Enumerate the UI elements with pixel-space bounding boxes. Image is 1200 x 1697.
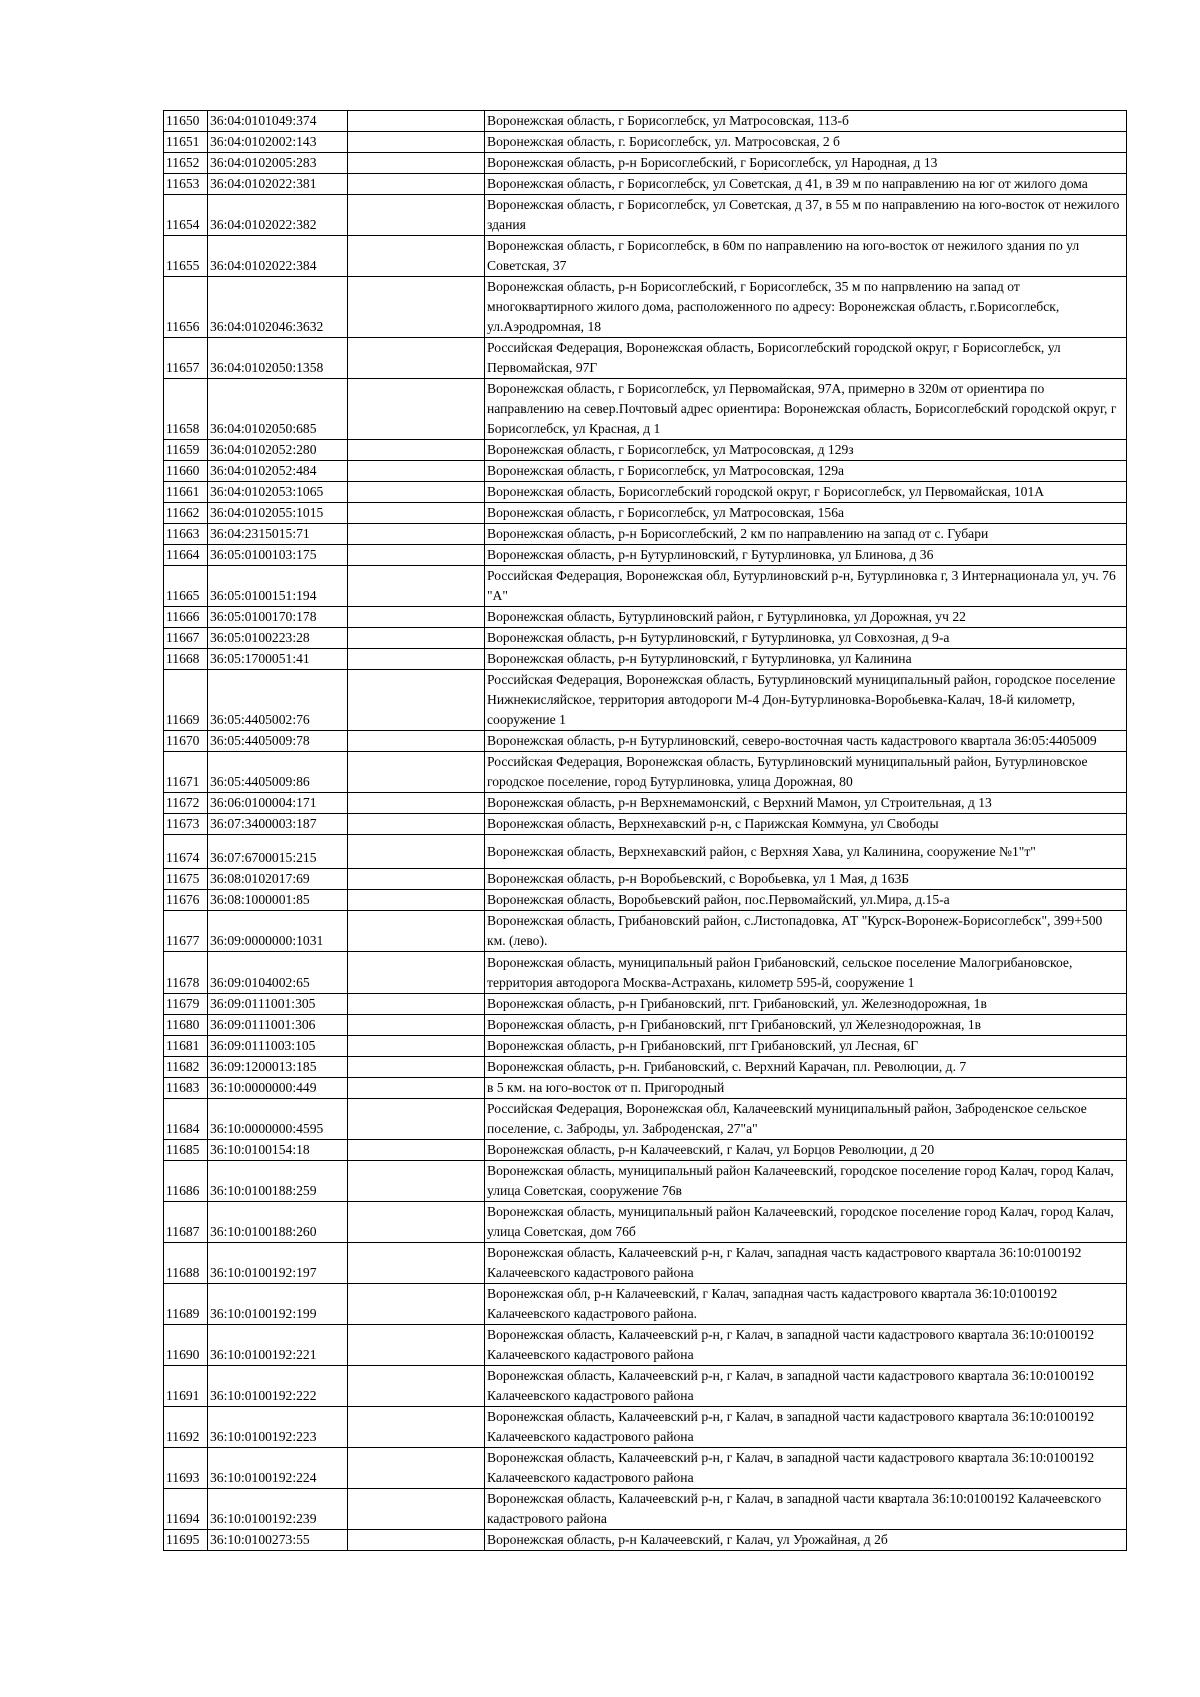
empty-cell xyxy=(348,1036,485,1057)
table-row xyxy=(164,503,1127,524)
table-row xyxy=(164,1161,1127,1202)
address-cell: Воронежская область, г Борисоглебск, ул Матросовская, д 129з xyxy=(485,440,1127,461)
cadastral-number-cell: 36:10:0100273:55 xyxy=(208,1530,348,1551)
address-cell: Воронежская область, р-н Грибановский, пгт Грибановский, ул Лесная, 6Г xyxy=(485,1036,1127,1057)
row-number-cell: 11675 xyxy=(164,869,208,890)
address-cell: Воронежская область, р-н Бутурлиновский, г Бутурлиновка, ул Калинина xyxy=(485,649,1127,670)
cadastral-number-cell: 36:09:0111003:105 xyxy=(208,1036,348,1057)
cadastral-number-cell: 36:04:0102052:280 xyxy=(208,440,348,461)
cadastral-number-cell: 36:08:1000001:85 xyxy=(208,890,348,911)
address-cell: Воронежская область, р-н. Грибановский, с. Верхний Карачан, пл. Революции, д. 7 xyxy=(485,1057,1127,1078)
table-row xyxy=(164,1140,1127,1161)
address-cell: Воронежская область, г Борисоглебск, в 60м по направлению на юго-восток от нежилого здания по ул Советская, 37 xyxy=(485,236,1127,277)
row-number-cell: 11680 xyxy=(164,1015,208,1036)
address-cell: Воронежская область, р-н Борисоглебский, г Борисоглебск, 35 м по напрвлению на запад от многоквартирного жилого дома, расположенного по адресу: Воронежская область, г.Борисоглебск, ул.Аэродромная, 18 xyxy=(485,277,1127,338)
row-number-cell: 11694 xyxy=(164,1489,208,1530)
row-number-cell: 11665 xyxy=(164,566,208,607)
cadastral-number-cell: 36:04:0102022:382 xyxy=(208,195,348,236)
table-row xyxy=(164,1407,1127,1448)
empty-cell xyxy=(348,994,485,1015)
row-number-cell: 11673 xyxy=(164,814,208,835)
address-cell: Воронежская область, р-н Воробьевский, с Воробьевка, ул 1 Мая, д 163Б xyxy=(485,869,1127,890)
empty-cell xyxy=(348,1015,485,1036)
table-row xyxy=(164,869,1127,890)
row-number-cell: 11666 xyxy=(164,607,208,628)
table-row xyxy=(164,814,1127,835)
address-cell: Воронежская область, г Борисоглебск, ул Советская, д 41, в 39 м по направлению на юг от жилого дома xyxy=(485,174,1127,195)
address-cell: Воронежская область, р-н Бутурлиновский, г Бутурлиновка, ул Блинова, д 36 xyxy=(485,545,1127,566)
table-row xyxy=(164,994,1127,1015)
empty-cell xyxy=(348,1407,485,1448)
address-cell: Воронежская область, р-н Верхнемамонский, с Верхний Мамон, ул Строительная, д 13 xyxy=(485,793,1127,814)
cadastral-number-cell: 36:10:0100188:259 xyxy=(208,1161,348,1202)
row-number-cell: 11662 xyxy=(164,503,208,524)
address-cell: Воронежская область, г. Борисоглебск, ул. Матросовская, 2 б xyxy=(485,132,1127,153)
cadastral-number-cell: 36:04:2315015:71 xyxy=(208,524,348,545)
table-row xyxy=(164,1036,1127,1057)
cadastral-number-cell: 36:04:0101049:374 xyxy=(208,111,348,132)
table-row xyxy=(164,277,1127,338)
cadastral-number-cell: 36:04:0102055:1015 xyxy=(208,503,348,524)
cadastral-number-cell: 36:10:0100192:222 xyxy=(208,1366,348,1407)
table-row xyxy=(164,670,1127,731)
address-cell: Российская Федерация, Воронежская обл, Бутурлиновский р-н, Бутурлиновка г, 3 Интернационала ул, уч. 76 "А" xyxy=(485,566,1127,607)
table-row xyxy=(164,338,1127,379)
row-number-cell: 11661 xyxy=(164,482,208,503)
empty-cell xyxy=(348,1078,485,1099)
cadastral-number-cell: 36:10:0100192:199 xyxy=(208,1284,348,1325)
address-cell: Воронежская область, Воробьевский район, пос.Первомайский, ул.Мира, д.15-а xyxy=(485,890,1127,911)
address-cell: Воронежская область, р-н Борисоглебский, г Борисоглебск, ул Народная, д 13 xyxy=(485,153,1127,174)
cadastral-number-cell: 36:05:1700051:41 xyxy=(208,649,348,670)
table-row xyxy=(164,1099,1127,1140)
empty-cell xyxy=(348,628,485,649)
cadastral-number-cell: 36:10:0100154:18 xyxy=(208,1140,348,1161)
empty-cell xyxy=(348,461,485,482)
empty-cell xyxy=(348,153,485,174)
empty-cell xyxy=(348,814,485,835)
table-row xyxy=(164,1243,1127,1284)
empty-cell xyxy=(348,566,485,607)
table-row xyxy=(164,132,1127,153)
cadastral-number-cell: 36:08:0102017:69 xyxy=(208,869,348,890)
row-number-cell: 11656 xyxy=(164,277,208,338)
cadastral-number-cell: 36:10:0100192:221 xyxy=(208,1325,348,1366)
table-row xyxy=(164,1057,1127,1078)
table-row xyxy=(164,379,1127,440)
cadastral-number-cell: 36:04:0102050:685 xyxy=(208,379,348,440)
cadastral-number-cell: 36:05:4405009:78 xyxy=(208,731,348,752)
row-number-cell: 11664 xyxy=(164,545,208,566)
table-row xyxy=(164,649,1127,670)
row-number-cell: 11674 xyxy=(164,835,208,869)
empty-cell xyxy=(348,1140,485,1161)
empty-cell xyxy=(348,338,485,379)
cadastral-number-cell: 36:05:0100223:28 xyxy=(208,628,348,649)
row-number-cell: 11686 xyxy=(164,1161,208,1202)
cadastral-number-cell: 36:10:0100192:223 xyxy=(208,1407,348,1448)
empty-cell xyxy=(348,1243,485,1284)
row-number-cell: 11695 xyxy=(164,1530,208,1551)
empty-cell xyxy=(348,503,485,524)
table-row xyxy=(164,1448,1127,1489)
table-row xyxy=(164,440,1127,461)
empty-cell xyxy=(348,890,485,911)
table-row xyxy=(164,835,1127,869)
table-row xyxy=(164,1202,1127,1243)
address-cell: Воронежская область, Калачеевский р-н, г Калач, в западной части кадастрового квартала 36:10:0100192 Калачеевского кадастрового района xyxy=(485,1407,1127,1448)
address-cell: Воронежская область, Калачеевский р-н, г Калач, в западной части кадастрового квартала 36:10:0100192 Калачеевского кадастрового района xyxy=(485,1448,1127,1489)
table-row xyxy=(164,607,1127,628)
cadastral-number-cell: 36:04:0102052:484 xyxy=(208,461,348,482)
address-cell: Воронежская область, Борисоглебский городской округ, г Борисоглебск, ул Первомайская, 101А xyxy=(485,482,1127,503)
empty-cell xyxy=(348,174,485,195)
row-number-cell: 11691 xyxy=(164,1366,208,1407)
cadastral-number-cell: 36:10:0000000:449 xyxy=(208,1078,348,1099)
cadastral-number-cell: 36:05:0100151:194 xyxy=(208,566,348,607)
empty-cell xyxy=(348,911,485,952)
address-cell: Воронежская область, г Борисоглебск, ул Советская, д 37, в 55 м по направлению на юго-восток от нежилого здания xyxy=(485,195,1127,236)
row-number-cell: 11660 xyxy=(164,461,208,482)
row-number-cell: 11653 xyxy=(164,174,208,195)
table-row xyxy=(164,752,1127,793)
empty-cell xyxy=(348,545,485,566)
row-number-cell: 11650 xyxy=(164,111,208,132)
empty-cell xyxy=(348,835,485,869)
cadastral-number-cell: 36:09:0104002:65 xyxy=(208,952,348,994)
table-row xyxy=(164,1366,1127,1407)
table-row xyxy=(164,1530,1127,1551)
row-number-cell: 11663 xyxy=(164,524,208,545)
address-cell: Воронежская область, Калачеевский р-н, г Калач, в западной части квартала 36:10:0100192 Калачеевского кадастрового района xyxy=(485,1489,1127,1530)
address-cell: Воронежская область, р-н Бутурлиновский, северо-восточная часть кадастрового квартала 36:05:4405009 xyxy=(485,731,1127,752)
row-number-cell: 11671 xyxy=(164,752,208,793)
table-row xyxy=(164,1325,1127,1366)
cadastral-number-cell: 36:05:0100103:175 xyxy=(208,545,348,566)
empty-cell xyxy=(348,1325,485,1366)
empty-cell xyxy=(348,793,485,814)
cadastral-number-cell: 36:09:0111001:306 xyxy=(208,1015,348,1036)
table-row xyxy=(164,195,1127,236)
empty-cell xyxy=(348,1057,485,1078)
row-number-cell: 11672 xyxy=(164,793,208,814)
table-row xyxy=(164,911,1127,952)
table-row xyxy=(164,1015,1127,1036)
cadastral-number-cell: 36:04:0102022:384 xyxy=(208,236,348,277)
row-number-cell: 11683 xyxy=(164,1078,208,1099)
table-row xyxy=(164,153,1127,174)
row-number-cell: 11669 xyxy=(164,670,208,731)
row-number-cell: 11684 xyxy=(164,1099,208,1140)
cadastral-table xyxy=(163,110,1127,1551)
address-cell: Воронежская область, Грибановский район, с.Листопадовка, АТ "Курск-Воронеж-Борисоглебск", 399+500 км. (лево). xyxy=(485,911,1127,952)
row-number-cell: 11651 xyxy=(164,132,208,153)
row-number-cell: 11676 xyxy=(164,890,208,911)
row-number-cell: 11678 xyxy=(164,952,208,994)
cadastral-number-cell: 36:04:0102050:1358 xyxy=(208,338,348,379)
table-row xyxy=(164,111,1127,132)
row-number-cell: 11655 xyxy=(164,236,208,277)
row-number-cell: 11689 xyxy=(164,1284,208,1325)
cadastral-number-cell: 36:10:0100188:260 xyxy=(208,1202,348,1243)
address-cell: Российская Федерация, Воронежская область, Бутурлиновский муниципальный район, городское поселение Нижнекисляйское, территория автодороги М-4 Дон-Бутурлиновка-Воробьевка-Калач, 18-й километр, сооружение 1 xyxy=(485,670,1127,731)
address-cell: Воронежская область, г Борисоглебск, ул Первомайская, 97А, примерно в 320м от ориентира по направлению на север.Почтовый адрес ориентира: Воронежская область, Борисоглебский городской округ, г Борисоглебск, ул Красная, д 1 xyxy=(485,379,1127,440)
address-cell: в 5 км. на юго-восток от п. Пригородный xyxy=(485,1078,1127,1099)
row-number-cell: 11690 xyxy=(164,1325,208,1366)
empty-cell xyxy=(348,111,485,132)
row-number-cell: 11693 xyxy=(164,1448,208,1489)
cadastral-number-cell: 36:04:0102022:381 xyxy=(208,174,348,195)
empty-cell xyxy=(348,1202,485,1243)
address-cell: Воронежская область, р-н Калачеевский, г Калач, ул Борцов Революции, д 20 xyxy=(485,1140,1127,1161)
address-cell: Воронежская область, Бутурлиновский район, г Бутурлиновка, ул Дорожная, уч 22 xyxy=(485,607,1127,628)
cadastral-number-cell: 36:09:0000000:1031 xyxy=(208,911,348,952)
table-row xyxy=(164,461,1127,482)
row-number-cell: 11677 xyxy=(164,911,208,952)
document-page xyxy=(163,110,1127,1551)
row-number-cell: 11682 xyxy=(164,1057,208,1078)
address-cell: Воронежская область, г Борисоглебск, ул Матросовская, 129а xyxy=(485,461,1127,482)
address-cell: Воронежская область, муниципальный район Грибановский, сельское поселение Малогрибановское, территория автодорога Москва-Астрахань, километр 595-й, сооружение 1 xyxy=(485,952,1127,994)
address-cell: Воронежская область, муниципальный район Калачеевский, городское поселение город Калач, город Калач, улица Советская, сооружение 76в xyxy=(485,1161,1127,1202)
cadastral-number-cell: 36:10:0100192:197 xyxy=(208,1243,348,1284)
row-number-cell: 11657 xyxy=(164,338,208,379)
address-cell: Российская Федерация, Воронежская область, Борисоглебский городской округ, г Борисоглебск, ул Первомайская, 97Г xyxy=(485,338,1127,379)
table-body xyxy=(164,111,1127,1551)
empty-cell xyxy=(348,524,485,545)
empty-cell xyxy=(348,731,485,752)
address-cell: Воронежская область, Калачеевский р-н, г Калач, западная часть кадастрового квартала 36:10:0100192 Калачеевского кадастрового района xyxy=(485,1243,1127,1284)
empty-cell xyxy=(348,952,485,994)
empty-cell xyxy=(348,1530,485,1551)
row-number-cell: 11679 xyxy=(164,994,208,1015)
row-number-cell: 11659 xyxy=(164,440,208,461)
cadastral-number-cell: 36:05:4405002:76 xyxy=(208,670,348,731)
empty-cell xyxy=(348,132,485,153)
row-number-cell: 11658 xyxy=(164,379,208,440)
empty-cell xyxy=(348,1284,485,1325)
empty-cell xyxy=(348,1161,485,1202)
empty-cell xyxy=(348,1448,485,1489)
cadastral-number-cell: 36:04:0102046:3632 xyxy=(208,277,348,338)
row-number-cell: 11685 xyxy=(164,1140,208,1161)
table-row xyxy=(164,566,1127,607)
row-number-cell: 11692 xyxy=(164,1407,208,1448)
address-cell: Воронежская область, Калачеевский р-н, г Калач, в западной части кадастрового квартала 36:10:0100192 Калачеевского кадастрового района xyxy=(485,1366,1127,1407)
address-cell: Российская Федерация, Воронежская область, Бутурлиновский муниципальный район, Бутурлиновское городское поселение, город Бутурлиновка, улица Дорожная, 80 xyxy=(485,752,1127,793)
empty-cell xyxy=(348,379,485,440)
empty-cell xyxy=(348,1489,485,1530)
empty-cell xyxy=(348,195,485,236)
empty-cell xyxy=(348,440,485,461)
cadastral-number-cell: 36:04:0102053:1065 xyxy=(208,482,348,503)
row-number-cell: 11654 xyxy=(164,195,208,236)
empty-cell xyxy=(348,482,485,503)
cadastral-number-cell: 36:10:0100192:224 xyxy=(208,1448,348,1489)
address-cell: Воронежская область, р-н Грибановский, пгт Грибановский, ул Железнодорожная, 1в xyxy=(485,1015,1127,1036)
address-cell: Воронежская область, Верхнехавский район, с Верхняя Хава, ул Калинина, сооружение №1"т" xyxy=(485,835,1127,869)
table-row xyxy=(164,174,1127,195)
address-cell: Воронежская обл, р-н Калачеевский, г Калач, западная часть кадастрового квартала 36:10:0100192 Калачеевского кадастрового района. xyxy=(485,1284,1127,1325)
cadastral-number-cell: 36:09:1200013:185 xyxy=(208,1057,348,1078)
address-cell: Воронежская область, р-н Борисоглебский, 2 км по направлению на запад от с. Губари xyxy=(485,524,1127,545)
row-number-cell: 11670 xyxy=(164,731,208,752)
row-number-cell: 11667 xyxy=(164,628,208,649)
table-row xyxy=(164,731,1127,752)
table-row xyxy=(164,628,1127,649)
table-row xyxy=(164,1078,1127,1099)
address-cell: Российская Федерация, Воронежская обл, Калачеевский муниципальный район, Заброденское сельское поселение, с. Заброды, ул. Заброденская, 27"а" xyxy=(485,1099,1127,1140)
address-cell: Воронежская область, р-н Калачеевский, г Калач, ул Урожайная, д 2б xyxy=(485,1530,1127,1551)
cadastral-number-cell: 36:07:3400003:187 xyxy=(208,814,348,835)
empty-cell xyxy=(348,1366,485,1407)
table-row xyxy=(164,524,1127,545)
table-row xyxy=(164,1489,1127,1530)
cadastral-number-cell: 36:04:0102005:283 xyxy=(208,153,348,174)
cadastral-number-cell: 36:05:4405009:86 xyxy=(208,752,348,793)
table-row xyxy=(164,793,1127,814)
cadastral-number-cell: 36:10:0100192:239 xyxy=(208,1489,348,1530)
table-row xyxy=(164,1284,1127,1325)
empty-cell xyxy=(348,236,485,277)
address-cell: Воронежская область, г Борисоглебск, ул Матросовская, 113-б xyxy=(485,111,1127,132)
empty-cell xyxy=(348,752,485,793)
table-row xyxy=(164,890,1127,911)
table-row xyxy=(164,545,1127,566)
empty-cell xyxy=(348,607,485,628)
cadastral-number-cell: 36:06:0100004:171 xyxy=(208,793,348,814)
cadastral-number-cell: 36:09:0111001:305 xyxy=(208,994,348,1015)
empty-cell xyxy=(348,277,485,338)
row-number-cell: 11688 xyxy=(164,1243,208,1284)
cadastral-number-cell: 36:05:0100170:178 xyxy=(208,607,348,628)
cadastral-number-cell: 36:07:6700015:215 xyxy=(208,835,348,869)
address-cell: Воронежская область, Калачеевский р-н, г Калач, в западной части кадастрового квартала 36:10:0100192 Калачеевского кадастрового района xyxy=(485,1325,1127,1366)
row-number-cell: 11681 xyxy=(164,1036,208,1057)
address-cell: Воронежская область, муниципальный район Калачеевский, городское поселение город Калач, город Калач, улица Советская, дом 76б xyxy=(485,1202,1127,1243)
table-row xyxy=(164,236,1127,277)
row-number-cell: 11668 xyxy=(164,649,208,670)
empty-cell xyxy=(348,1099,485,1140)
empty-cell xyxy=(348,649,485,670)
row-number-cell: 11652 xyxy=(164,153,208,174)
row-number-cell: 11687 xyxy=(164,1202,208,1243)
empty-cell xyxy=(348,869,485,890)
address-cell: Воронежская область, р-н Грибановский, пгт. Грибановский, ул. Железнодорожная, 1в xyxy=(485,994,1127,1015)
address-cell: Воронежская область, г Борисоглебск, ул Матросовская, 156а xyxy=(485,503,1127,524)
address-cell: Воронежская область, р-н Бутурлиновский, г Бутурлиновка, ул Совхозная, д 9-а xyxy=(485,628,1127,649)
table-row xyxy=(164,952,1127,994)
empty-cell xyxy=(348,670,485,731)
cadastral-number-cell: 36:10:0000000:4595 xyxy=(208,1099,348,1140)
table-row xyxy=(164,482,1127,503)
cadastral-number-cell: 36:04:0102002:143 xyxy=(208,132,348,153)
address-cell: Воронежская область, Верхнехавский р-н, с Парижская Коммуна, ул Свободы xyxy=(485,814,1127,835)
